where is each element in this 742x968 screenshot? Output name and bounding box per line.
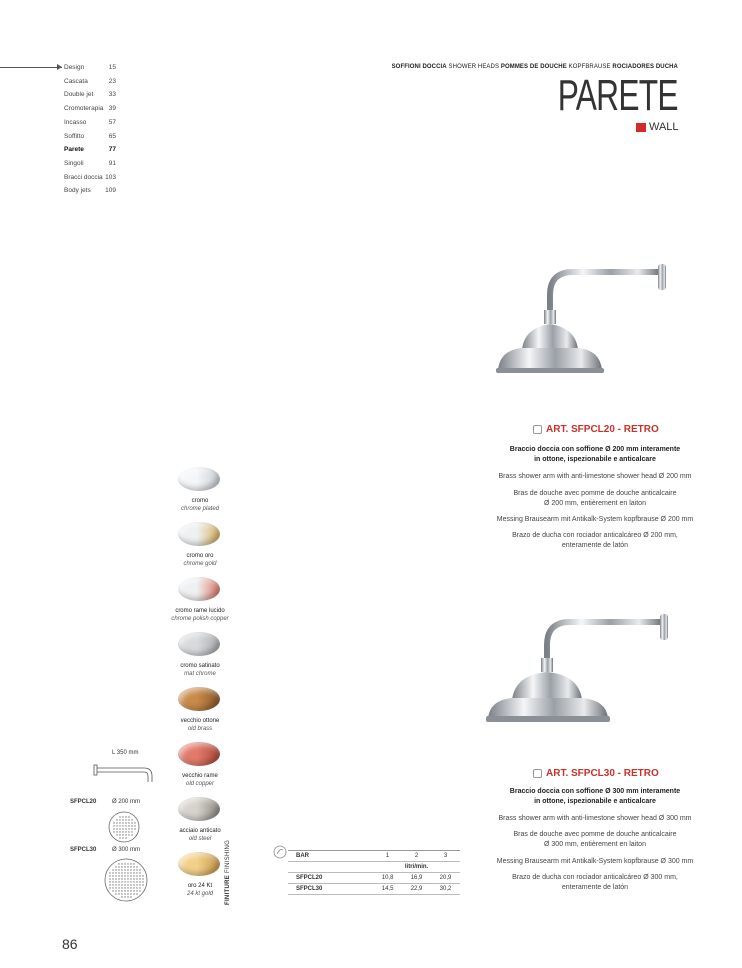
category-it: SOFFIONI DOCCIA — [391, 64, 447, 70]
table-header-cell: 2 — [402, 851, 431, 862]
table-cell: 22,9 — [402, 884, 431, 895]
finish-swatch — [178, 467, 220, 491]
table-cell: 10,8 — [373, 873, 402, 884]
table-header-cell: 1 — [373, 851, 402, 862]
table-unit: litri/min. — [373, 862, 460, 873]
page-number: 86 — [62, 936, 78, 952]
toc-item-label: Double jet — [64, 91, 94, 99]
finish-name-en: 24 kt gold — [186, 891, 214, 897]
checkbox-icon — [533, 425, 542, 434]
finish-swatch — [178, 742, 220, 766]
table-unit-row — [288, 862, 460, 873]
product-desc-fr: Bras de douche avec pomme de douche anticalcaire Ø 200 mm, entièrement en laiton — [513, 490, 677, 507]
head-diameter: Ø 200 mm — [112, 799, 141, 805]
toc-item-label: Parete — [64, 146, 84, 154]
toc-item-page: 33 — [108, 91, 116, 99]
finish-swatch — [178, 522, 220, 546]
finish-label — [150, 882, 250, 898]
toc-item-label: Body jets — [64, 187, 91, 195]
toc-item-page: 109 — [105, 187, 116, 195]
toc-item-page: 39 — [108, 105, 116, 113]
head-diameter: Ø 300 mm — [112, 847, 141, 853]
finish-label — [150, 497, 250, 513]
toc-item-page: 23 — [108, 77, 116, 85]
head-200-nozzle-drawing — [107, 810, 141, 844]
category-en: SHOWER HEADS — [448, 64, 500, 70]
finish-name: cromo — [191, 498, 209, 504]
product-desc-it: Braccio doccia con soffione Ø 300 mm interamente in ottone, ispezionabile e anticalcare — [509, 788, 681, 805]
toc-item[interactable] — [64, 187, 116, 195]
finish-swatch — [178, 577, 220, 601]
toc-item-page: 57 — [108, 118, 116, 126]
finish-swatch — [178, 797, 220, 821]
product-desc-en: Brass shower arm with anti-limestone shower head Ø 200 mm — [498, 473, 692, 480]
table-header-row — [288, 851, 460, 862]
product-desc-it: Braccio doccia con soffione Ø 200 mm interamente in ottone, ispezionabile e anticalcare — [509, 446, 681, 463]
head-code: SFPCL30 — [70, 847, 97, 853]
product-title-sfpcl20: ART. SFPCL20 - RETRO — [533, 424, 659, 435]
table-header-cell: 3 — [431, 851, 460, 862]
finish-swatch — [178, 632, 220, 656]
table-cell: 30,2 — [431, 884, 460, 895]
category-fr: POMMES DE DOUCHE — [500, 64, 567, 70]
toc-item[interactable] — [64, 105, 116, 113]
finish-label — [150, 772, 250, 788]
toc-item[interactable] — [64, 133, 116, 141]
finishing-vertical-label: FINITURE FINISHING — [225, 839, 231, 905]
shower-arm-drawing — [92, 762, 162, 784]
page-subtitle: WALL — [649, 121, 679, 133]
toc-item-label: Incasso — [64, 118, 87, 126]
finish-name-en: chrome polish copper — [171, 616, 229, 622]
finish-name: acciaio anticato — [179, 828, 221, 834]
toc-item-page: 91 — [108, 159, 116, 167]
finish-name-en: chrome plated — [180, 506, 220, 512]
finish-label — [150, 717, 250, 733]
finish-name-en: old steel — [188, 836, 212, 842]
category-de: KOPFBRAUSE — [568, 64, 611, 70]
table-cell: 14,5 — [373, 884, 402, 895]
arm-length-label: L 350 mm — [112, 750, 139, 756]
category-es: ROCIADORES DUCHA — [612, 64, 678, 70]
toc-item-label: Cromoterapia — [64, 105, 104, 113]
toc-item[interactable] — [64, 160, 116, 168]
table-cell: SFPCL30 — [288, 884, 373, 895]
table-cell: SFPCL20 — [288, 873, 373, 884]
table-row — [288, 884, 460, 895]
checkbox-icon — [533, 769, 542, 778]
product-title-sfpcl30: ART. SFPCL30 - RETRO — [533, 768, 659, 779]
product-desc-en: Brass shower arm with anti-limestone shower head Ø 300 mm — [498, 815, 692, 822]
toc-item-page: 15 — [108, 64, 116, 71]
finish-name: cromo rame lucido — [175, 608, 225, 614]
finish-name: cromo satinato — [180, 663, 220, 669]
shower-head-300-photo — [482, 600, 692, 760]
flow-rate-table — [288, 850, 460, 895]
toc-item[interactable] — [64, 146, 116, 154]
toc-item[interactable] — [64, 119, 116, 127]
table-header-cell: BAR — [288, 851, 373, 862]
head-code: SFPCL20 — [70, 799, 97, 805]
toc-item-label: Singoli — [64, 159, 84, 167]
toc-item-page: 103 — [105, 173, 116, 181]
toc-item-page: 77 — [108, 146, 116, 154]
finish-name: oro 24 Kt — [187, 883, 213, 889]
toc-item[interactable] — [64, 64, 116, 72]
table-cell: 20,9 — [431, 873, 460, 884]
product-desc-es: Brazo de ducha con rociador anticalcáreo Ø 200 mm, enteramente de latón — [512, 532, 678, 549]
finish-name: cromo oro — [186, 553, 214, 559]
toc-pointer-line — [0, 67, 62, 68]
finish-name: vecchio ottone — [180, 718, 220, 724]
finish-name-en: chrome gold — [183, 561, 217, 567]
toc-item-label: Bracci doccia — [64, 173, 103, 181]
shower-head-200-photo — [488, 250, 688, 410]
finish-name-en: mat chrome — [184, 671, 216, 677]
page-title: PARETE — [557, 71, 678, 120]
toc-item[interactable] — [64, 78, 116, 86]
product-desc-de: Messing Brausearm mit Antikalk-System kopfbrause Ø 200 mm — [496, 516, 694, 523]
table-row — [288, 873, 460, 884]
table-cell: 16,9 — [402, 873, 431, 884]
arrow-right-icon — [57, 64, 62, 70]
product-desc-de: Messing Brausearm mit Antikalk-System kopfbrause Ø 300 mm — [496, 858, 694, 865]
finish-swatch — [178, 687, 220, 711]
red-square-icon — [636, 123, 646, 132]
toc-item-label: Design — [64, 64, 85, 71]
toc-item-label: Cascata — [64, 77, 88, 85]
category-line — [392, 64, 678, 70]
water-flow-icon — [273, 845, 287, 859]
finish-label — [150, 607, 250, 623]
finish-swatch — [178, 852, 220, 876]
toc-item[interactable] — [64, 91, 116, 99]
finish-label — [150, 552, 250, 568]
finish-label — [150, 827, 250, 843]
product-desc-es: Brazo de ducha con rociador anticalcáreo Ø 300 mm, enteramente de latón — [512, 874, 678, 891]
product-desc-fr: Bras de douche avec pomme de douche anticalcaire Ø 300 mm, entièrement en laiton — [513, 831, 677, 848]
finish-name-en: old copper — [185, 781, 215, 787]
toc-item-page: 65 — [108, 132, 116, 140]
finish-name-en: old brass — [187, 726, 213, 732]
finish-name: vecchio rame — [182, 773, 218, 779]
finish-label — [150, 662, 250, 678]
head-300-nozzle-drawing — [103, 857, 149, 903]
toc-item[interactable] — [64, 174, 116, 182]
toc-item-label: Soffitto — [64, 132, 85, 140]
